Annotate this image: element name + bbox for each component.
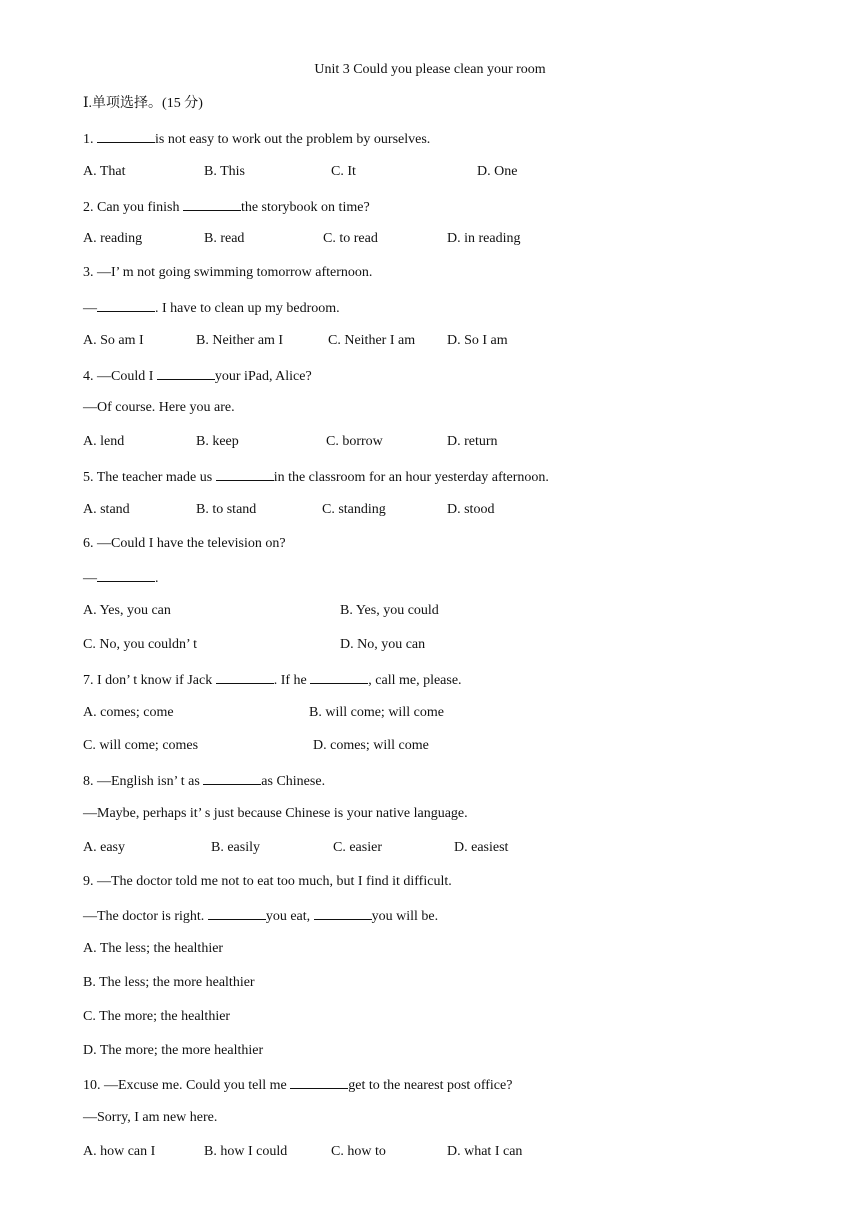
section-heading: Ⅰ.单项选择。(15 分) (83, 96, 203, 111)
text-run: 7. I don’ t know if Jack (83, 672, 216, 688)
text-run: 5. The teacher made us (83, 470, 216, 485)
answer-blank (314, 906, 372, 920)
text-run: is not easy to work out the problem by ourselves. (155, 132, 431, 147)
answer-option: A. Yes, you can (83, 603, 171, 619)
text-run: — (83, 571, 97, 587)
question-stem (83, 129, 430, 149)
answer-option: B. will come; will come (309, 704, 444, 720)
answer-option: D. One (477, 163, 518, 179)
answer-option: C. will come; comes (83, 738, 199, 754)
answer-option: A. easy (83, 839, 125, 855)
answer-blank (183, 197, 241, 211)
question-stem (83, 467, 549, 487)
question-stem (83, 670, 462, 690)
answer-option: D. easiest (454, 839, 509, 855)
text-run: the storybook on time? (240, 199, 370, 215)
question-stem (83, 1075, 512, 1095)
answer-option: A. That (83, 163, 126, 179)
answer-option: C. how to (331, 1144, 386, 1159)
text-run: 10. —Excuse me. Could you tell me (83, 1078, 291, 1094)
question-dialogue-line (83, 906, 438, 926)
answer-option: A. comes; come (83, 704, 174, 720)
answer-blank (290, 1075, 348, 1089)
answer-option: A. reading (83, 231, 143, 247)
text-run: —Maybe, perhaps it’ s just because Chinese is your native language. (83, 806, 468, 821)
answer-option: D. stood (447, 501, 495, 517)
text-run: you will be. (371, 909, 439, 925)
answer-blank (216, 670, 274, 684)
answer-option: B. to stand (196, 501, 257, 517)
text-run: as Chinese. (261, 774, 326, 790)
answer-option: D. The more; the more healthier (83, 1042, 264, 1058)
answer-option: A. lend (83, 434, 125, 450)
text-run: in the classroom for an hour yesterday afternoon. (273, 470, 549, 485)
answer-blank (208, 906, 266, 920)
answer-option: C. standing (322, 501, 386, 517)
question-stem (83, 771, 325, 791)
answer-option: B. The less; the more healthier (83, 975, 255, 990)
answer-option: A. So am I (83, 332, 144, 348)
document-title: Unit 3 Could you please clean your room (314, 62, 546, 77)
answer-blank (310, 670, 368, 684)
answer-option: C. easier (333, 839, 382, 855)
answer-option: A. The less; the healthier (83, 941, 224, 957)
text-run: —Sorry, I am new here. (83, 1110, 218, 1126)
answer-blank (97, 298, 155, 312)
answer-option: D. return (447, 434, 498, 450)
text-run: your iPad, Alice? (214, 368, 312, 384)
answer-blank (97, 129, 155, 143)
question-dialogue-line (83, 298, 340, 318)
question-dialogue-line (83, 568, 159, 588)
text-run: get to the nearest post office? (348, 1078, 513, 1094)
answer-option: C. Neither I am (328, 332, 416, 348)
answer-option: A. how can I (83, 1144, 156, 1159)
answer-option: D. No, you can (340, 637, 426, 652)
text-run: . If he (273, 672, 311, 688)
answer-option: C. No, you couldn’ t (83, 637, 198, 652)
answer-option: B. Neither am I (196, 332, 284, 348)
answer-option: B. Yes, you could (340, 603, 439, 619)
text-run: you eat, (265, 909, 314, 925)
text-run: . (155, 571, 159, 587)
answer-blank (203, 771, 261, 785)
answer-option: B. keep (196, 434, 239, 450)
text-run: 4. —Could I (83, 368, 157, 384)
question-stem (83, 366, 312, 386)
answer-option: B. read (204, 231, 245, 247)
text-run: , call me, please. (368, 672, 462, 688)
answer-option: C. It (331, 163, 356, 179)
answer-blank (97, 568, 155, 582)
answer-blank (216, 467, 274, 481)
text-run: 3. —I’ m not going swimming tomorrow afternoon. (83, 265, 373, 281)
answer-option: D. in reading (447, 231, 521, 247)
text-run: 9. —The doctor told me not to eat too much, but I find it difficult. (83, 873, 452, 889)
answer-option: B. This (204, 163, 245, 179)
text-run: —Of course. Here you are. (83, 400, 235, 416)
text-run: . I have to clean up my bedroom. (155, 301, 340, 316)
question-stem (83, 264, 372, 282)
answer-option: B. how I could (204, 1144, 288, 1159)
answer-option: D. So I am (447, 332, 508, 348)
answer-option: C. The more; the healthier (83, 1008, 231, 1024)
question-dialogue-line (83, 399, 235, 417)
answer-option: C. to read (323, 231, 378, 247)
question-dialogue-line (83, 805, 468, 823)
text-run: 6. —Could I have the television on? (83, 535, 286, 551)
answer-option: B. easily (211, 839, 260, 855)
question-dialogue-line (83, 1109, 217, 1127)
text-run: 8. —English isn’ t as (83, 774, 204, 790)
question-stem (83, 197, 370, 217)
answer-option: D. what I can (447, 1144, 523, 1159)
answer-option: C. borrow (326, 434, 383, 450)
question-stem (83, 873, 452, 891)
answer-option: A. stand (83, 501, 130, 517)
text-run: —The doctor is right. (83, 909, 208, 925)
question-stem (83, 535, 286, 553)
text-run: 2. Can you finish (83, 199, 183, 215)
text-run: — (83, 301, 97, 316)
answer-blank (157, 366, 215, 380)
answer-option: D. comes; will come (313, 738, 429, 754)
text-run: 1. (83, 132, 97, 147)
